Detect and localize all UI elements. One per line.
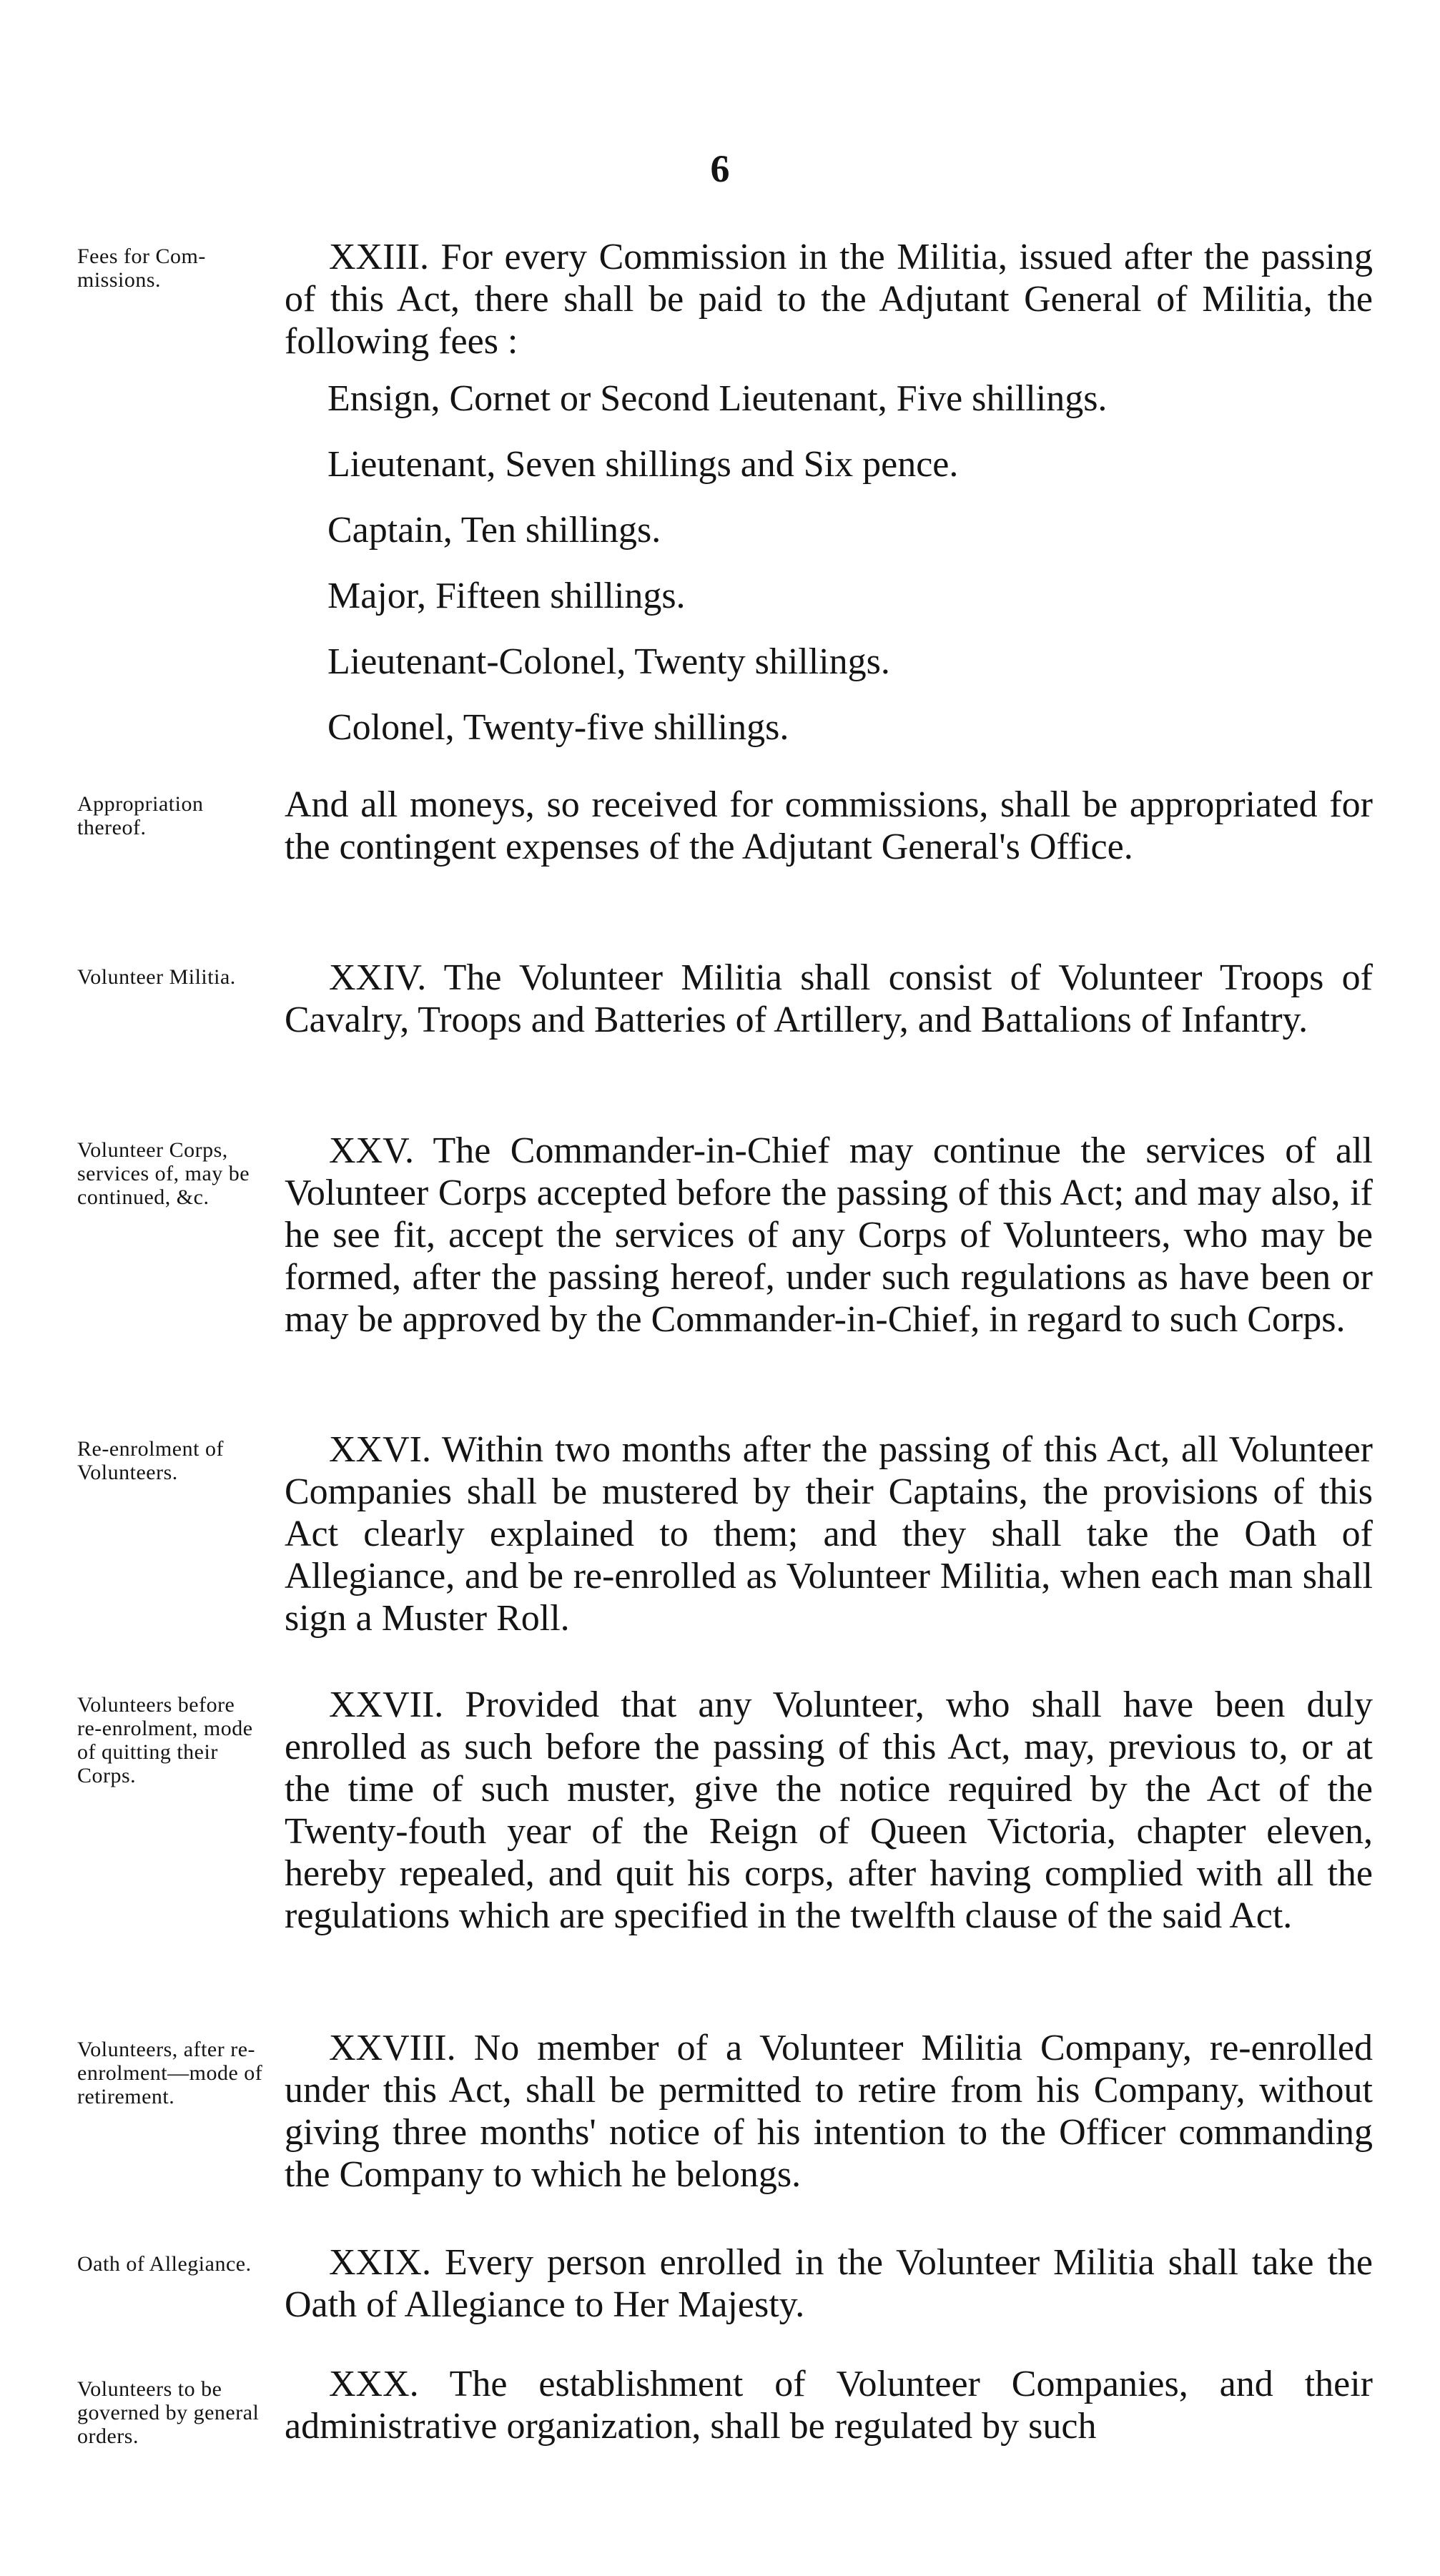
- section-text: [285, 1684, 1373, 1937]
- margin-note: Volunteers, after re-enrolment—mode of retirement.: [77, 2038, 263, 2108]
- margin-note: Fees for Com-missions.: [77, 245, 206, 292]
- fee-item: Ensign, Cornet or Second Lieutenant, Five shillings.: [327, 378, 1108, 419]
- paragraph: XXVI. Within two months after the passing of this Act, all Volunteer Companies shall be mustered by their Captains, the provisions of this Act clearly explained to them; and they shall take the Oath of Allegiance, and be re-enrolled as Volunteer Militia, when each man shall sign a Muster Roll.: [285, 1429, 1373, 1639]
- fee-item: Lieutenant-Colonel, Twenty shillings.: [327, 641, 890, 682]
- section-text: [285, 957, 1373, 1041]
- paragraph: XXIV. The Volunteer Militia shall consist of Volunteer Troops of Cavalry, Troops and Batteries of Artillery, and Battalions of Infantry.: [285, 957, 1373, 1040]
- margin-note: Volunteer Militia.: [77, 965, 236, 989]
- margin-note: Volunteers before re-enrolment, mode of quitting their Corps.: [77, 1693, 253, 1787]
- section-text: [285, 2363, 1373, 2447]
- margin-note: Volunteers to be governed by general orders.: [77, 2377, 260, 2448]
- page-number: 6: [710, 147, 730, 190]
- paragraph: XXVII. Provided that any Volunteer, who shall have been duly enrolled as such before the passing of this Act, may, previous to, or at the time of such muster, give the notice required by the Act of the Twenty-fouth year of the Reign of Queen Victoria, chapter eleven, hereby repealed, and quit his corps, after having complied with all the regulations which are specified in the twelfth clause of the said Act.: [285, 1684, 1373, 1936]
- fee-item: Colonel, Twenty-five shillings.: [327, 707, 789, 748]
- section-text: [285, 2241, 1373, 2326]
- paragraph: XXIII. For every Commission in the Militia, issued after the passing of this Act, there shall be paid to the Adjutant General of Militia, the following fees :: [285, 237, 1373, 362]
- paragraph: XXV. The Commander-in-Chief may continue the services of all Volunteer Corps accepted before the passing of this Act; and may also, if he see fit, accept the services of any Corps of Volunteers, who may be formed, after the passing hereof, under such regulations as have been or may be approved by the Commander-in-Chief, in regard to such Corps.: [285, 1130, 1373, 1340]
- margin-note: Volunteer Corps, services of, may be continued, &c.: [77, 1138, 250, 1209]
- margin-note: Appropriation thereof.: [77, 792, 204, 839]
- fee-item: Captain, Ten shillings.: [327, 510, 661, 551]
- paragraph: XXIX. Every person enrolled in the Volunteer Militia shall take the Oath of Allegiance to Her Majesty.: [285, 2242, 1373, 2325]
- section-text: [285, 236, 1373, 362]
- margin-note: Re-enrolment of Volunteers.: [77, 1437, 224, 1484]
- section-text: [285, 784, 1373, 868]
- section-text: [285, 1428, 1373, 1639]
- section-text: [285, 2027, 1373, 2196]
- fee-item: Major, Fifteen shillings.: [327, 576, 686, 616]
- paragraph: XXVIII. No member of a Volunteer Militia Company, re-enrolled under this Act, shall be permitted to retire from his Company, without giving three months' notice of his intention to the Officer commanding the Company to which he belongs.: [285, 2028, 1373, 2195]
- margin-note: Oath of Allegiance.: [77, 2252, 252, 2276]
- paragraph: XXX. The establishment of Volunteer Companies, and their administrative organization, shall be regulated by such: [285, 2364, 1373, 2447]
- paragraph: And all moneys, so received for commissions, shall be appropriated for the contingent expenses of the Adjutant General's Office.: [285, 784, 1373, 867]
- fee-list: [327, 377, 1371, 772]
- section-text: [285, 1130, 1373, 1341]
- fee-item: Lieutenant, Seven shillings and Six pence.: [327, 444, 959, 485]
